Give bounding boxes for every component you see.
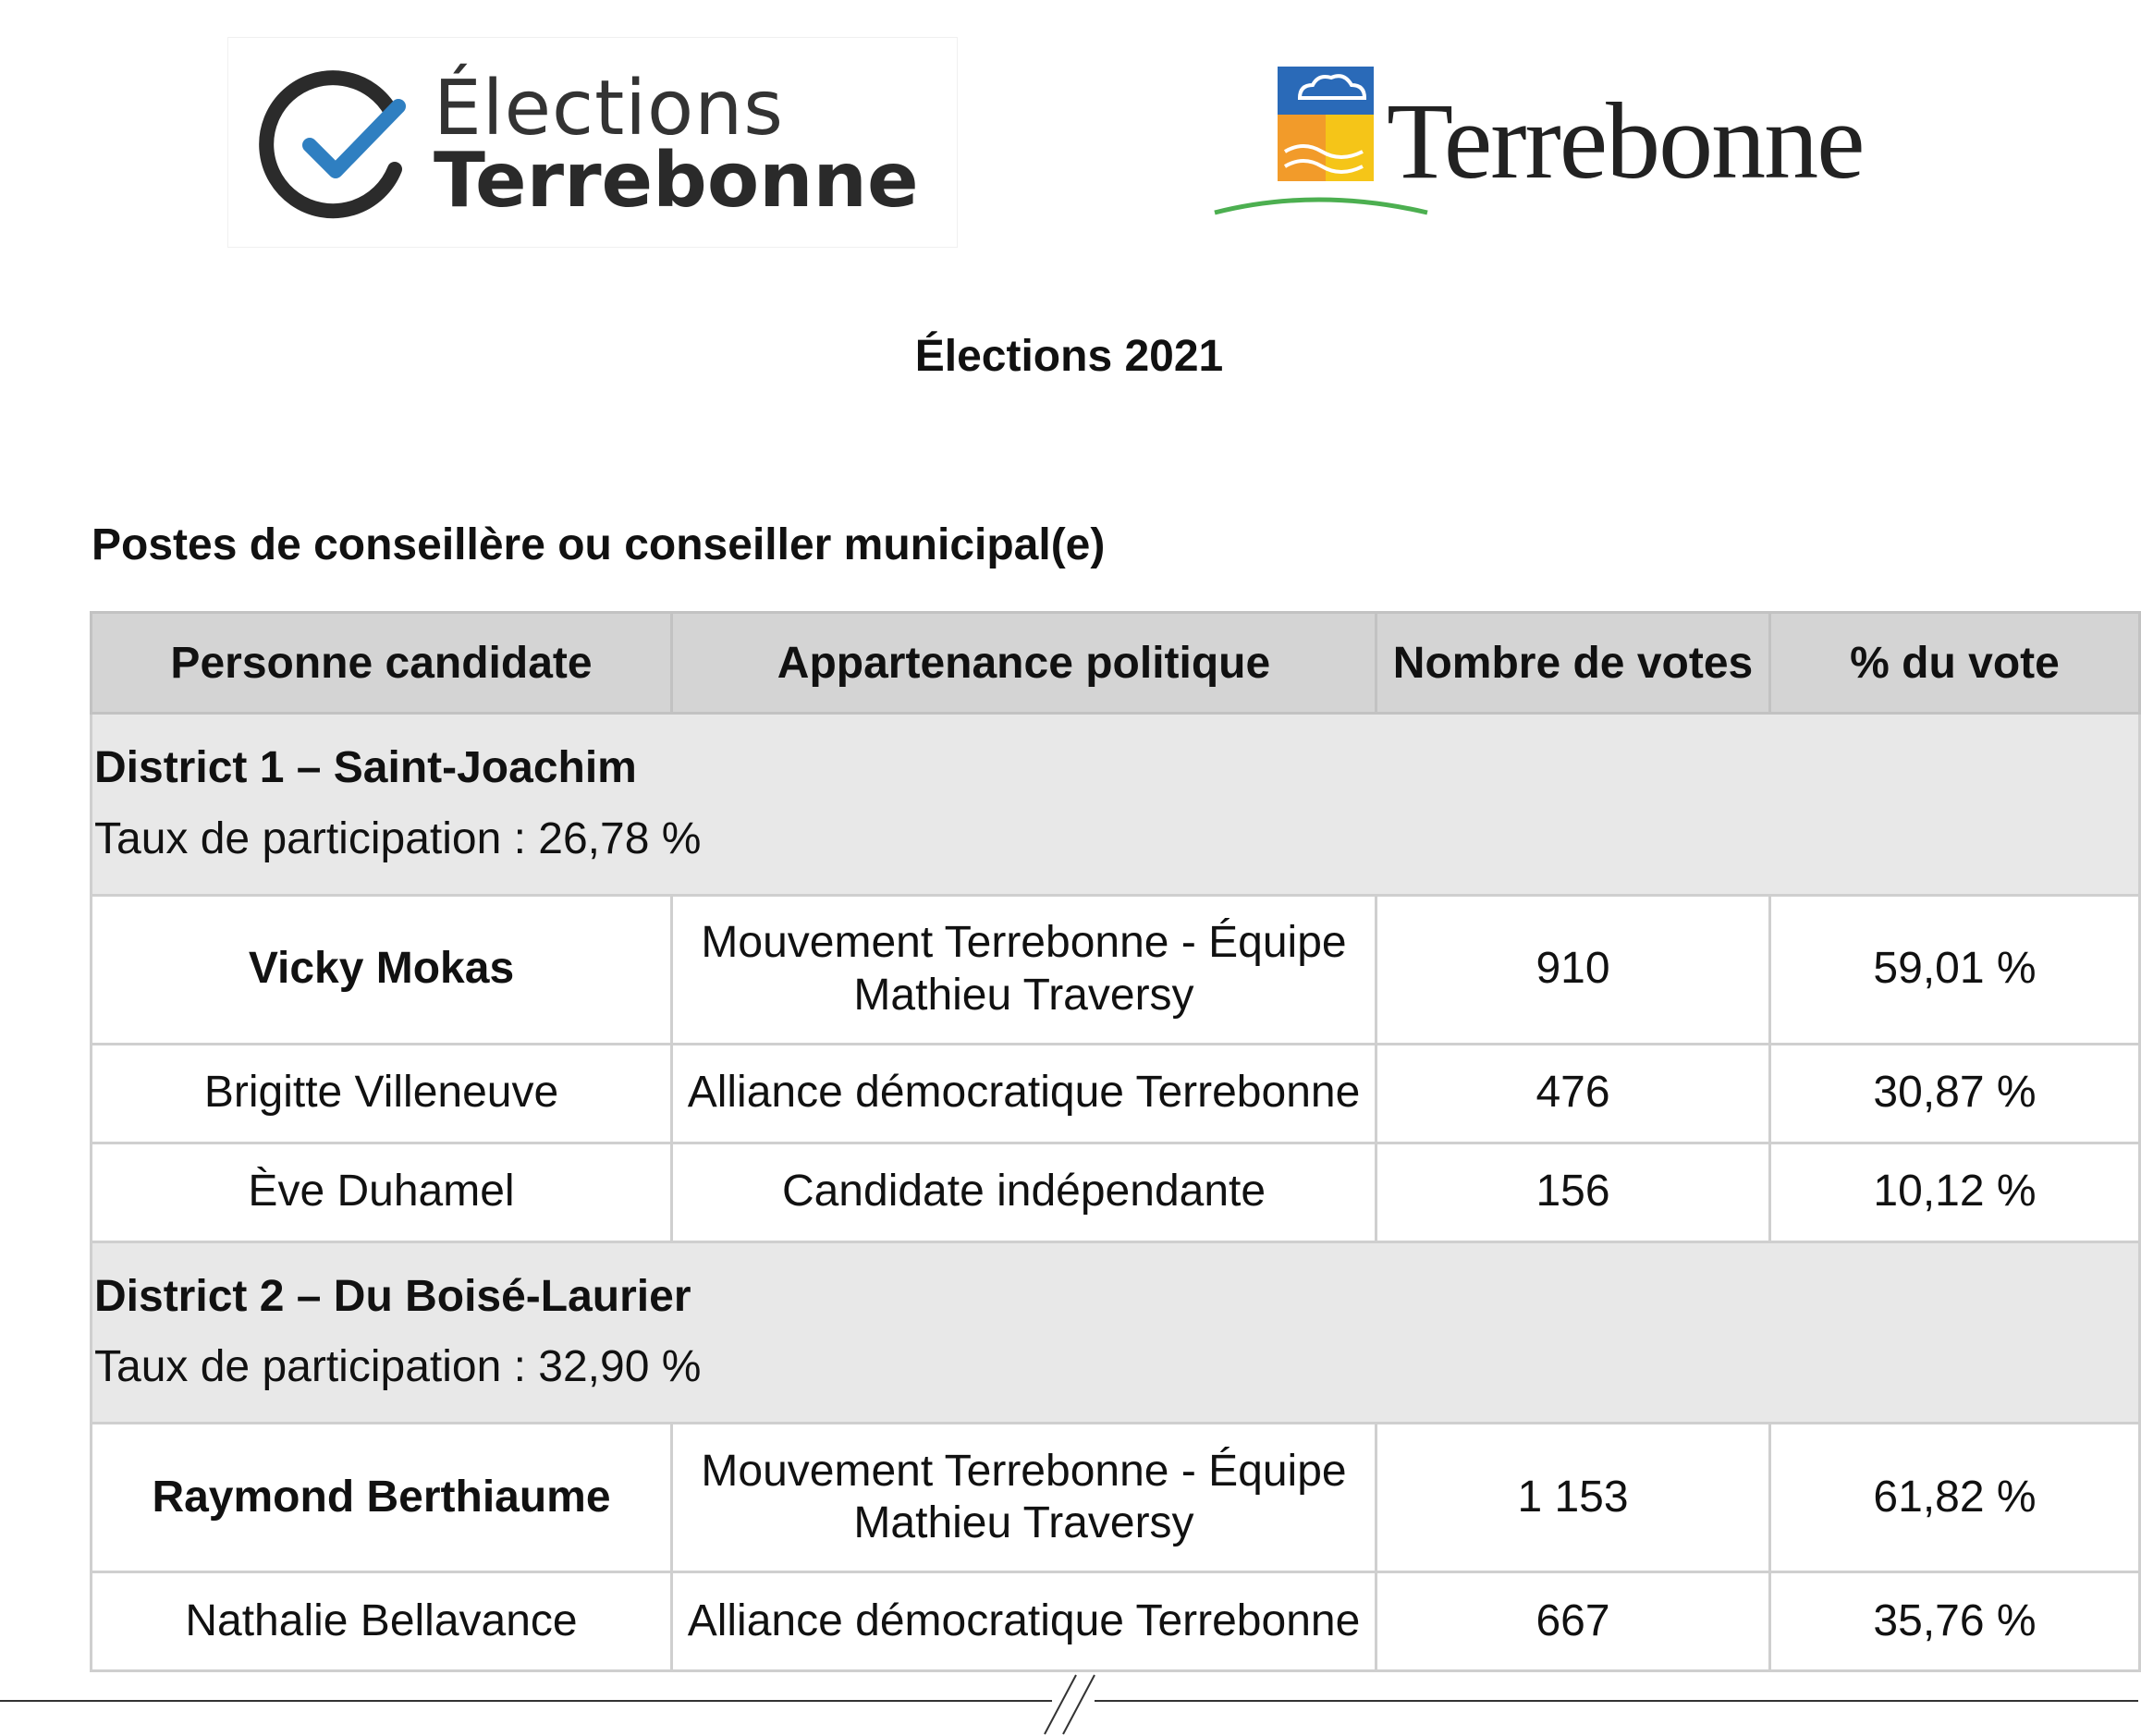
party-line: Mouvement Terrebonne - Équipe bbox=[701, 1446, 1347, 1496]
district-row bbox=[92, 714, 2140, 896]
district-name: District 2 – Du Boisé-Laurier bbox=[94, 1271, 691, 1321]
candidate-percent: 61,82 % bbox=[1770, 1424, 2140, 1572]
candidate-party: Alliance démocratique Terrebonne bbox=[672, 1044, 1376, 1143]
header-votes: Nombre de votes bbox=[1376, 613, 1770, 714]
table-row bbox=[92, 1424, 2140, 1572]
candidate-party: Alliance démocratique Terrebonne bbox=[672, 1572, 1376, 1671]
table-row bbox=[92, 1143, 2140, 1241]
district-cell bbox=[92, 1241, 2140, 1424]
logo-line-elections: Élections bbox=[434, 65, 784, 153]
section-title: Postes de conseillère ou conseiller municipal(e) bbox=[92, 520, 1106, 569]
candidate-name: Nathalie Bellavance bbox=[92, 1572, 672, 1671]
page-break-icon bbox=[1035, 1671, 1109, 1736]
district-participation: Taux de participation : 26,78 % bbox=[94, 813, 702, 863]
candidate-votes: 1 153 bbox=[1376, 1424, 1770, 1572]
candidate-party bbox=[672, 895, 1376, 1044]
candidate-votes: 910 bbox=[1376, 895, 1770, 1044]
candidate-percent: 10,12 % bbox=[1770, 1143, 2140, 1241]
candidate-percent: 30,87 % bbox=[1770, 1044, 2140, 1143]
results-table bbox=[90, 611, 2141, 1672]
candidate-votes: 476 bbox=[1376, 1044, 1770, 1143]
candidate-name: Brigitte Villeneuve bbox=[92, 1044, 672, 1143]
header-party: Appartenance politique bbox=[672, 613, 1376, 714]
table-row bbox=[92, 1572, 2140, 1671]
candidate-name: Vicky Mokas bbox=[92, 895, 672, 1044]
candidate-party bbox=[672, 1424, 1376, 1572]
candidate-votes: 156 bbox=[1376, 1143, 1770, 1241]
district-name: District 1 – Saint-Joachim bbox=[94, 743, 637, 792]
city-terrebonne-logo bbox=[1211, 63, 1877, 220]
results-table-viewport bbox=[90, 611, 2138, 1645]
candidate-party: Candidate indépendante bbox=[672, 1143, 1376, 1241]
header-percent: % du vote bbox=[1770, 613, 2140, 714]
candidate-votes: 667 bbox=[1376, 1572, 1770, 1671]
table-row bbox=[92, 895, 2140, 1044]
header-candidate: Personne candidate bbox=[92, 613, 672, 714]
party-line: Mathieu Traversy bbox=[853, 970, 1194, 1020]
candidate-percent: 59,01 % bbox=[1770, 895, 2140, 1044]
party-line: Mouvement Terrebonne - Équipe bbox=[701, 917, 1347, 967]
district-cell bbox=[92, 714, 2140, 896]
candidate-percent: 35,76 % bbox=[1770, 1572, 2140, 1671]
logo-wordmark: Terrebonne bbox=[1387, 80, 1864, 202]
checkmark-circle-icon bbox=[262, 66, 419, 223]
district-row bbox=[92, 1241, 2140, 1424]
page-title: Élections 2021 bbox=[914, 332, 1224, 381]
candidate-name: Ève Duhamel bbox=[92, 1143, 672, 1241]
candidate-name: Raymond Berthiaume bbox=[92, 1424, 672, 1572]
elections-terrebonne-logo bbox=[227, 37, 958, 248]
district-participation: Taux de participation : 32,90 % bbox=[94, 1342, 702, 1392]
table-header-row bbox=[92, 613, 2140, 714]
logo-line-terrebonne: Terrebonne bbox=[434, 137, 919, 225]
party-line: Mathieu Traversy bbox=[853, 1498, 1194, 1548]
table-row bbox=[92, 1044, 2140, 1143]
